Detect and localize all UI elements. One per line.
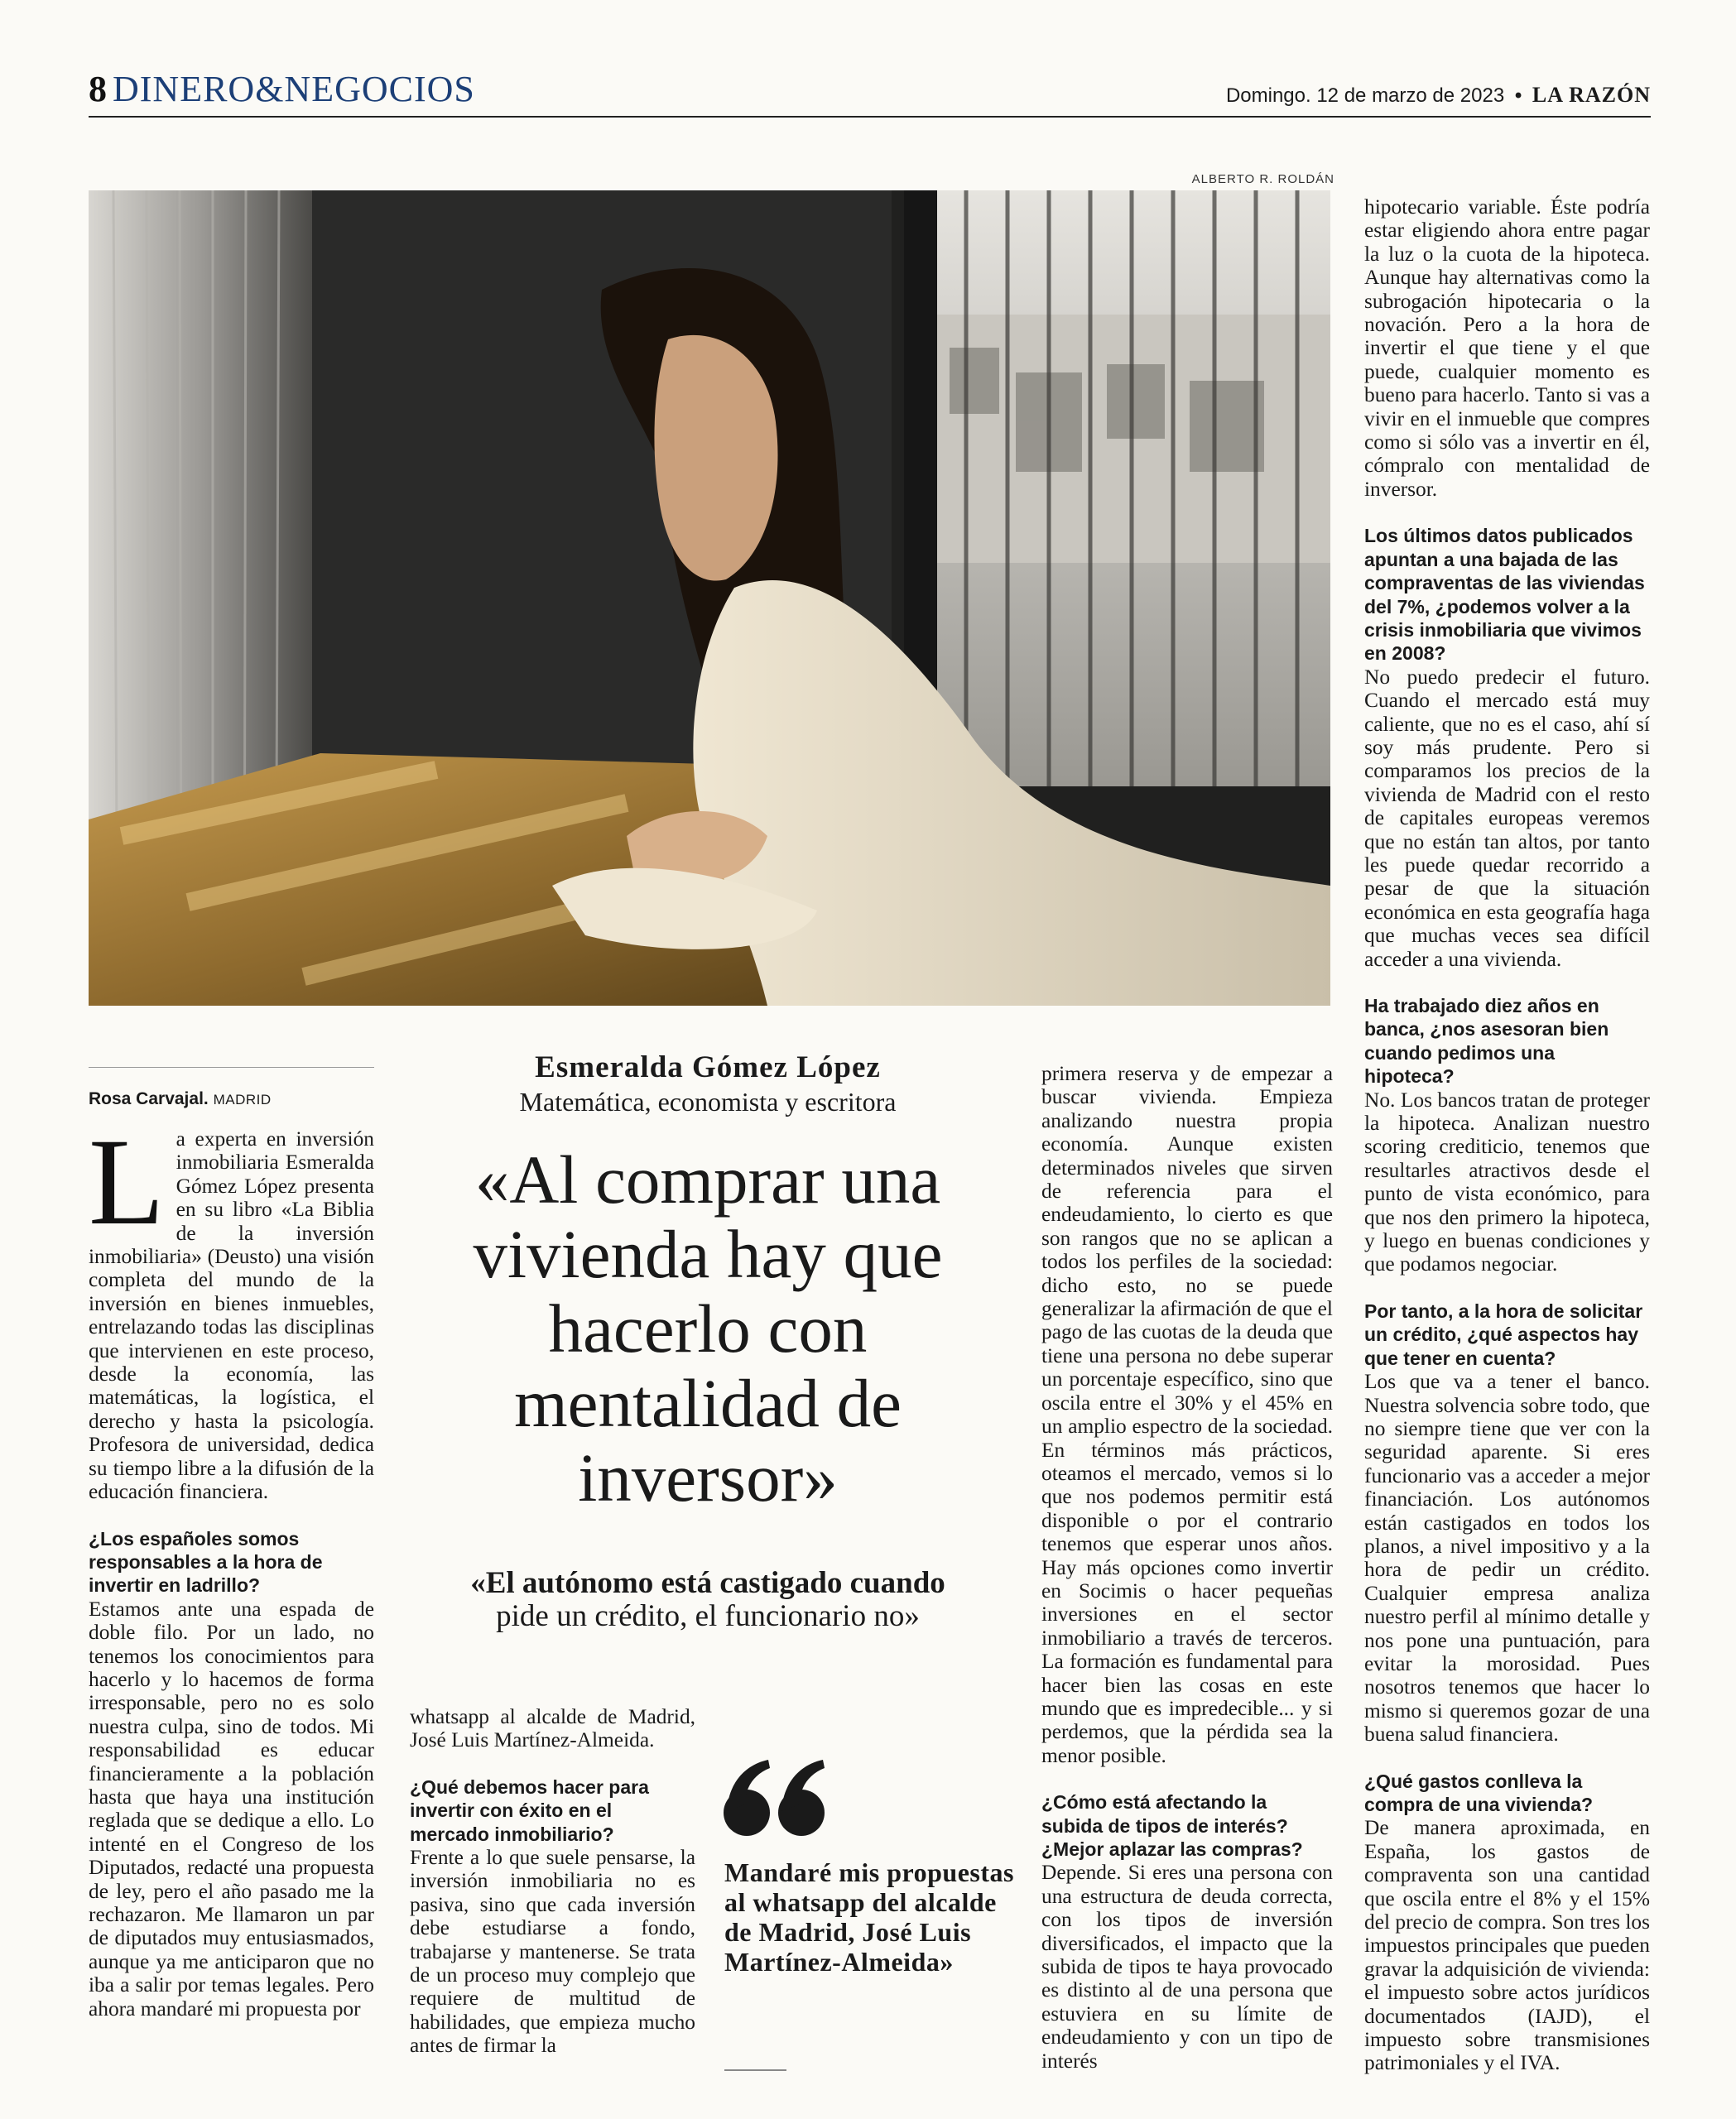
question-6: Por tanto, a la hora de solicitar un crédito, ¿qué aspectos hay que tener en cuenta? xyxy=(1364,1300,1643,1369)
article-column-3 xyxy=(1041,1062,1333,2091)
question-7: ¿Qué gastos conlleva la compra de una vivienda? xyxy=(1364,1770,1594,1815)
interviewee-role: Matemática, economista y escritora xyxy=(519,1087,897,1117)
page-number: 8 xyxy=(89,69,108,109)
answer-4: No puedo predecir el futuro. Cuando el mercado está muy caliente, que no es el caso, ahí sí soy más prudente. Pero si comparamos los precios de la vivienda de Madrid con el resto de capitales europeas veremos que no están tan altos, por tanto les puede quedar recorrido a pesar de que la situación económica en esta geografía haga que muchas veces sea difícil acceder a una vivienda. xyxy=(1364,665,1650,971)
article-column-4 xyxy=(1364,195,1650,2091)
byline-location: MADRID xyxy=(213,1092,272,1108)
photo-credit: ALBERTO R. ROLDÁN xyxy=(1191,172,1334,186)
dropcap: L xyxy=(89,1113,165,1251)
byline-rule xyxy=(89,1067,374,1068)
answer-2-continued: primera reserva y de empezar a buscar vivienda. Empieza analizando nuestra propia economía. Aunque existen determinados niveles que sirven de referencia para el endeudamiento, lo cierto es que son rangos que no se aplican a todos los perfiles de la sociedad: dicho esto, no se puede generalizar la afirmación de que el pago de las cuotas de la deuda que tiene una persona no debe superar un porcentaje específico, sino que oscila entre el 30% y el 45% en un amplio espectro de la sociedad. En términos más prácticos, oteamos el mercado, vemos si lo que nos podemos permitir está disponible o por el contrario tenemos que esperar unos años. Hay más opciones como invertir en Socimis o hacer pequeñas inversiones en el sector inmobiliario a través de terceros. La formación es fundamental para hacer bien las cosas en este mundo que es impredecible... y si perdemos, que la pérdida sea la menor posible. xyxy=(1041,1062,1333,1767)
headline: «Al comprar una vivienda hay que hacerlo con mentalidad de inversor» xyxy=(473,1141,943,1516)
quote-marks-icon xyxy=(720,1758,828,1845)
pull-quote-text: Mandaré mis propuestas al whatsapp del alcalde de Madrid, José Luis Martínez-Almeida» xyxy=(724,1857,1014,1977)
portrait-illustration xyxy=(89,190,1330,1006)
answer-1: Estamos ante una espada de doble filo. Por un lado, no tenemos los conocimientos para hacerlo y lo hacemos de forma irresponsable, pero no es solo nuestra culpa, sino de todos. Mi responsabilidad es educar financieramente a la población hasta que haya una institución reglada que se dedique a ello. Lo intenté en el Congreso de los Diputados, redacté una propuesta de ley, pero el año pasado me la rechazaron. Me llamaron un par de diputados muy entusiasmados, aunque ya me anticiparon que no iba a salir por temas legales. Pero ahora mandaré mi propuesta por xyxy=(89,1597,374,2020)
answer-6: Los que va a tener el banco. Nuestra solvencia sobre todo, que no siempre tiene que ver con la seguridad aparente. Si eres funcionario vas a acceder a mejor financiación. Los autónomos están castigados en todos los planos, a nivel impositivo y a la hora de pedir un crédito. Cualquier empresa analiza nuestro perfil al mínimo detalle y nos pone una puntuación, para evitar la morosidad. Pues nosotros tenemos que hacer lo mismo si queremos gozar de una buena salud financiera. xyxy=(1364,1370,1650,1747)
answer-2: Frente a lo que suele pensarse, la inversión inmobiliaria no es pasiva, sino que cada inversión debe estudiarse a fondo, trabajarse y mantenerse. Se trata de un proceso muy complejo que requiere de multitud de habilidades, que empieza mucho antes de firmar la xyxy=(410,1846,695,2058)
issue-date: Domingo. 12 de marzo de 2023 xyxy=(1225,84,1505,107)
question-2: ¿Qué debemos hacer para invertir con éxito en el mercado inmobiliario? xyxy=(410,1775,649,1845)
subhead-bold: «El autónomo está castigado cuando xyxy=(470,1566,945,1600)
question-5: Ha trabajado diez años en banca, ¿nos asesoran bien cuando pedimos una hipoteca? xyxy=(1364,995,1609,1088)
section-title: DINERO&NEGOCIOS xyxy=(113,69,475,109)
portrait-photo xyxy=(89,190,1330,1006)
newspaper-brand: LA RAZÓN xyxy=(1532,83,1651,107)
author-name: Rosa Carvajal. xyxy=(89,1089,209,1108)
quote-glyph xyxy=(720,1758,828,1841)
answer-1-continued: whatsapp al alcalde de Madrid, José Luis Martínez-Almeida. xyxy=(410,1705,695,1752)
answer-7: De manera aproximada, en España, los gastos de compraventa son una cantidad que oscila entre el 8% y el 15% del precio de compra. Son tres los impuestos principales que pueden gravar la adquisición de vivienda: el impuesto sobre actos jurídicos documentados (IAJD), el impuesto sobre transmisiones patrimoniales y el IVA. xyxy=(1364,1816,1650,2075)
section-header xyxy=(89,68,475,110)
pull-quote-rule xyxy=(724,2069,786,2071)
intro-paragraph: a experta en inversión inmobiliaria Esmeralda Gómez López presenta en su libro «La Biblia de la inversión inmobiliaria» (Deusto) una visión completa del mundo de la inversión en bienes inmuebles, entrelazando todas las disciplinas que intervienen en este proceso, desde la economía, las matemáticas, la logística, el derecho y hasta la psicología. Profesora de universidad, dedica su tiempo libre a la difusión de la educación financiera. xyxy=(89,1127,374,1504)
bullet-separator: • xyxy=(1514,84,1522,107)
dateline xyxy=(1226,83,1651,108)
article-column-2 xyxy=(410,1705,695,2091)
header-rule xyxy=(89,116,1651,118)
answer-3-continued: hipotecario variable. Éste podría estar eligiendo ahora entre pagar la luz o la cuota de la hipoteca. Aunque hay alternativas como la subrogación hipotecaria o la novación. Pero a la hora de invertir el que tiene y el que puede, cualquier momento es bueno para hacerlo. Tanto si vas a vivir en el inmueble que compres como si sólo vas a invertir en él, cómpralo con mentalidad de inversor. xyxy=(1364,195,1650,501)
question-4: Los últimos datos publicados apuntan a una bajada de las compraventas de las viviendas del 7%, ¿podemos volver a la crisis inmobiliaria que vivimos en 2008? xyxy=(1364,525,1645,665)
interviewee-name: Esmeralda Gómez López xyxy=(535,1050,881,1084)
article-intro xyxy=(89,1113,374,1504)
answer-5: No. Los bancos tratan de proteger la hipoteca. Analizan nuestro scoring crediticio, tenemos que resultarles atractivos desde el punto de vista económico, para que nos den primero la hipoteca, y luego en buenas condiciones y que podamos negociar. xyxy=(1364,1088,1650,1276)
article-column-1 xyxy=(89,1079,374,2091)
subheadline xyxy=(397,1567,1018,1633)
question-1: ¿Los españoles somos responsables a la hora de invertir en ladrillo? xyxy=(89,1527,323,1597)
question-3: ¿Cómo está afectando la subida de tipos de interés? ¿Mejor aplazar las compras? xyxy=(1041,1791,1303,1860)
answer-3: Depende. Si eres una persona con una estructura de deuda correcta, con los tipos de inversión diversificados, el impacto que la subida de tipos te haya provocado es distinto al de una persona que estuviera en su límite de endeudamiento y con un tipo de interés xyxy=(1041,1861,1333,2073)
subhead-regular: pide un crédito, el funcionario no» xyxy=(496,1599,920,1633)
